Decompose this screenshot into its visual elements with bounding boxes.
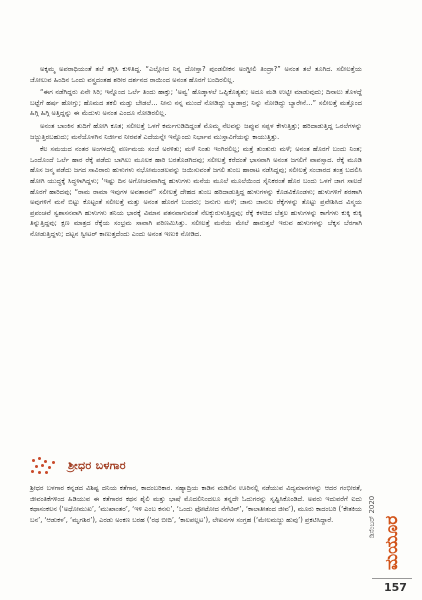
issue-date: ಡಿಸೆಂಬರ್ 2020 — [368, 495, 376, 538]
author-section — [30, 455, 362, 525]
paragraph-2: “ಈಗ ನಡೆಗಿದ್ದರು ಏನೇ ಸಿರಿ; ಇನ್ನೊಂದ ಒರ್ಲೆ ತಿಂದು ಹಾಕ್ತು; ‘ಅವ್ವ’ ಹೊಡ್ಕಾಳಲೆ ಒಪ್ಪಿಕೊತ್ಯತು; ಅದೂ ಮಡಿ ಉಟ್ಟೀ ಮಾಡುವುದು; ದಿನಾಲು ತೊಳದ್ದೆ ಬಟ್ಟೆಗೆ ಹರ್ಷ ಹೋಗ್ತು; ಹೊಮದ ತಕಲಿ ಮಡ್ತು ಬೇಡಲೆ… ನೀನು ನನ್ನ ಮುಂದೆ ನೋಡಿದ್ದು ಬ್ಯಾಡಾರ್ರ; ನಿನ್ನು ನೋಡಿದ್ದು ಬ್ಯಾರೇನೆ…” ಸಲೀಲತ್ತೆ ಮತ್ತೊಂದ ಹಿಗ್ಗಿ ಹಿಗ್ಗಿ ಅತ್ತಿದ್ದನ್ನು ಈ ಮೆದುಳು ಅನಂತ ಎಂದೂ ನೋಡಿರಲಿಲ್ಲ. — [30, 88, 362, 118]
author-heading — [30, 455, 362, 477]
decorative-dots-icon — [30, 456, 60, 476]
paragraph-1: ಅಕ್ಕಮ್ಮ ಅಪರಾಧಿಯಂತೆ ತಲೆ ತಗ್ಗಿಸಿ ಕುಳಿತಿದ್ದ. “ಎಲ್ಲೋದ ನಿನ್ನ ದೋಸ್ತಾ? ಪುಂಡಲೀಕನ ಅಂಗ್ಡೀಲಿ ತಿಂದ್ರಾ?” ಅನಂತ ತಲೆ ತೂಗಿದ. ಸಲೀಲತ್ತೆಯ ಜೋಲುವ ಹಿಂದಿನ ಒಂದು ವಸ್ತ್ರದಂತಹ ಶರೀರ ದರ್ಶನದ ರಾಯಿಂದ ಅನಂತ ಹೊರಗೆ ಬಂದಿರಲಿಲ್ಲ. — [30, 65, 362, 84]
article-body — [30, 64, 362, 242]
paragraph-3: ಅನಂತ ಬಾಂಕಿನ ತುದಿಗೆ ಹೋಗಿ ಕೂತ; ಸಲೀಲತ್ತೆ ಒಳಗೆ ಕರ್ಮಗುಡಿದಿದ್ದಂತೆ ಮೊಮ್ಮ ನೆಲವನ್ನು ಜಪ್ಪುವ ಸಪ್ಪಳ ಕೇಳುತ್ತಿತ್ತು; ಹರಿದಾಡುತ್ತಿದ್ದ ಒರಲೆಗಳನ್ನು ಜಜ್ಜುತ್ತಿರಬಹುದು; ಮನೆಯೊಳಗಿನ ನಿರ್ಜೀವ ನೀರವತೆ ಎದೆಯನ್ನೇ ಇನ್ನೊಂದು ನಿರ್ಭಾವ ಮುಸ್ತಾವಿಗೆಯನ್ನು ಕಾಯುತ್ತಿತ್ತು. — [30, 121, 362, 141]
magazine-logo: ಮಯೂರ — [382, 515, 402, 570]
paragraph-4: ಕೆಲ ಸಮಯದ ನಂತರ ಅಂಗಳದಲ್ಲಿ ವರ್ಣಮಯ ಸಂಜೆ ಅರಳಿತು; ಮಳೆ ನಿಂತು ಇಂಗಿರಲಿಲ್ಲ; ಮತ್ತೆ ತುಂತುರು ಮಳೆ; ಅನಂತ ಹೊರಗೆ ಬಂದು ನಿಂತ; ಒಂದೊಂದೆ ಒರ್ಲೆ ಹಾರ ರೆಕ್ಕೆ ಪಡೆದು ಬಾಗಿಲು ಮೂಲಕ ಹಾರಿ ಬರತೊಡಗಿದವು; ಸಲೀಲತ್ತೆ ಕರೆದಂತೆ ಭಾಸವಾಗಿ ಅನಂತ ಜಗಲಿಗೆ ವಾಪಸ್ಸಾದ. ರೆಕ್ಕೆ ಮೂಡಿ ಹೊಸ ಜನ್ಮ ಪಡೆದು ಜಗದ ಸಾವಿರಾರು ಹುಳುಗಳು ನಭೋಮಂಡಲವನ್ನು ಜಯಿಸುವಂತೆ ಜಗಲಿ ತುಂಬ ಹಾರಾಟ ನಡೆಸಿದ್ದವು; ಸಲೀಲತ್ತೆ ಸಂಜಾರದ ತಂತ್ರ ಬದಲಿಸಿ ಹೋಗಿ ಯುದ್ಧಕ್ಕೆ ಸಿದ್ಧಳಾಗಿದ್ದಳು; ‘ಇಷ್ಟು ದಿನ ಅಗೋಚರವಾಗಿದ್ದ ಹುಳುಗಳು ಮನೆಯ ಮೂಲೆ ಮೂಲೆಯಿಂದ ಸೈನಿಕರಂತೆ ಹೊರ ಬಂದು ಒಳಗೆ ಜಾಗ ಸಾಲದೆ ಹೊರಗೆ ಹಾರಿದವು; “ರಾಮ ರಾಮಾ ಇವುಗಳ ಅವತಾರವೆ” ಸಲೀಲತ್ತೆ ದೇಹದ ತುಂಬ ಹರಿದಾಡುತ್ತಿದ್ದ ಹುಳುಗಳನ್ನು ಕೊಡವಿಕೊಂಡಳು; ಹುಳುಗಳಿಗೆ ಶರಣಾಗಿ ಅವುಗಳಿಗೆ ಮನೆ ಬಿಟ್ಟು ಕೊಟ್ಟಂತೆ ಸಲೀಲತ್ತೆ ಮತ್ತು ಅನಂತ ಹೊರಗೆ ಬಂದರು; ಜನುಗು ಮಳೆ; ಜಾನು ಜಾನುಲ ರೆಕ್ಕೆಗಳನ್ನು ತೊಟ್ಟು ಪ್ರವೇಶಿಸಿದ ವಿಸ್ಮಯ ಪ್ರಪಂಚವೆ ಸ್ವಶಾಸನವಾಗಿ ಹುಳುಗಳು ತನಿಯ ಭಾರಕ್ಕೆ ವಿಮಾನ ಪತನವಾಗುವಂತೆ ನೆಲಕ್ಕುರುಳುತ್ತಿದ್ದವು; ರೆಕ್ಕೆ ಕಳಚಿದ ಬೆತ್ತಲ ಹುಳುಗಳನ್ನು ಕಾಗೆಗಳು ಕುಕ್ಕಿ ಕುಕ್ಕಿ ತಿನ್ನುತ್ತಿದ್ದವು; ಕ್ಷಣ ಮಾತ್ರದ ರೆಕ್ಕೆಯ ಸಂಭ್ರಮ ಸಾವಾಗಿ ಪರಿಣಮಿಸಿತ್ತು. ಸಲೀಲತ್ತೆ ಮನೆಯ ಮೇಲೆ ಹಾರುತ್ತಲೆ ಇರುವ ಹುಳುಗಳನ್ನು ಬೆಕ್ಕಸ ಬೆರಗಾಗಿ ನೋಡುತ್ತಿದ್ದಳು; ದಟ್ಟನ ಸ್ವೀಟರ್ ಕಾಣುತ್ತದೆಂದು ಎಂದು ಅನಂತ ಇಣುಕಿ ನೋಡಿದ. — [30, 145, 362, 238]
page-number: 157 — [384, 581, 407, 594]
author-bio-text: ಶ್ರೀಧರ ಬಳಗಾರ ಕನ್ನಡದ ವಿಶಿಷ್ಟ ದನಿಯ ಕತೆಗಾರ, ಕಾದಂಬರಿಕಾರ. ಸಹ್ಯಾದ್ರಿಯ ಕಾಡಿನ ಮಡಿಲಿನ ಊರಿನಲ್ಲಿ ನಡೆಯುವ ವಿದ್ಯಮಾನಗಳನ್ನು ಆದರ ಗಂಭೀರತೆ, ಜೀವಂತಿಕೆಗಳಿಂದ ಹಿಡಿಯುವ ಈ ಕತೆಗಾರರ ಕಥನ ಶೈಲಿ ಮತ್ತು ಭಾಷೆ ಮೊದಲಿನಿಂದಲೂ ತನ್ನದೇ ಓದುಗರನ್ನು ಸೃಷ್ಟಿಸಿಕೊಂಡಿದೆ. ಅವರು ಇದುವರೆಗೆ ಐದು ಕಥಾಸಂಕಲನ (‘ಅಧೋಮುಖ’, ‘ಮುಖಾಂತರ’, ‘ಇಳಿ ಎಂಬ ಕನಸು’, ‘ಒಂದು ಫೋಟೋದ ನೆಗೆಟಿವ್’, ‘ಕಾಲಾತೀತಂದ ಜೀವ’), ಮೂರು ಕಾದಂಬರಿ (‘ಕೇತಕಿಯ ಬನ’, ‘ಆಡುಕಳ’, ‘ಮೃಗಶಿರ’), ಎರಡು ಅಂಕಣ ಬರಹ (‘ರಥ ಬೀದಿ’, ‘ಕಾಲಪಲ್ಲಟ’), ಲೇಖನಗಳ ಸಂಗ್ರಹ (‘ಮೇಲಮಜ್ಜು ಹುವು’) ಪ್ರಕಟಿಸಿದ್ದಾರೆ. — [30, 484, 362, 524]
footer-divider — [372, 578, 412, 579]
author-name: ಶ್ರೀಧರ ಬಳಗಾರ — [68, 459, 126, 472]
author-bio — [30, 483, 362, 525]
